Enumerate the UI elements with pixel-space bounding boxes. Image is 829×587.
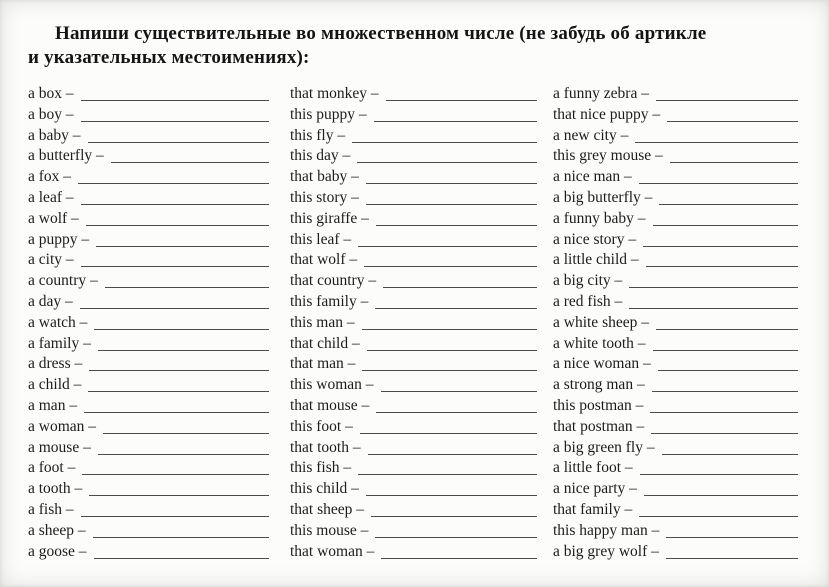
item-label: this fly –: [290, 126, 346, 144]
worksheet-row: [553, 479, 798, 500]
worksheet-row: [553, 334, 798, 355]
answer-blank-line: [375, 308, 537, 309]
answer-blank-line: [383, 287, 537, 288]
answer-blank-line: [88, 391, 269, 392]
worksheet-row: [290, 479, 537, 500]
item-label: a puppy –: [28, 230, 90, 248]
worksheet-row: [28, 354, 269, 375]
worksheet-row: [28, 188, 269, 209]
answer-blank-line: [103, 433, 269, 434]
item-label: this grey mouse –: [553, 147, 663, 165]
answer-blank-line: [105, 287, 269, 288]
answer-blank-line: [364, 266, 537, 267]
worksheet-row: [28, 375, 269, 396]
worksheet-row: [553, 126, 798, 147]
worksheet-row: [553, 271, 798, 292]
worksheet-row: [553, 146, 798, 167]
item-label: this family –: [290, 292, 369, 310]
worksheet-row: [290, 417, 537, 438]
answer-blank-line: [98, 350, 269, 351]
answer-blank-line: [94, 329, 269, 330]
worksheet-row: [553, 84, 798, 105]
item-label: this giraffe –: [290, 209, 369, 227]
item-label: a country –: [28, 272, 98, 290]
item-label: a woman –: [28, 417, 97, 435]
item-label: that nice puppy –: [553, 105, 661, 123]
answer-blank-line: [381, 391, 537, 392]
item-label: a mouse –: [28, 438, 91, 456]
answer-blank-line: [376, 225, 537, 226]
answer-blank-line: [360, 433, 537, 434]
worksheet-row: [28, 417, 269, 438]
worksheet-row: [290, 521, 537, 542]
answer-blank-line: [358, 246, 537, 247]
worksheet-row: [290, 334, 537, 355]
item-label: a strong man –: [553, 376, 645, 394]
answer-blank-line: [386, 100, 537, 101]
answer-blank-line: [362, 329, 537, 330]
answer-blank-line: [640, 474, 798, 475]
item-label: that family –: [553, 500, 633, 518]
item-label: that baby –: [290, 168, 359, 186]
worksheet-row: [553, 313, 798, 334]
item-label: that man –: [290, 355, 356, 373]
worksheet-row: [28, 500, 269, 521]
item-label: this fish –: [290, 459, 352, 477]
item-label: a leaf –: [28, 188, 74, 206]
answer-blank-line: [84, 412, 269, 413]
worksheet-row: [290, 146, 537, 167]
item-label: a foot –: [28, 459, 76, 477]
item-label: that child –: [290, 334, 360, 352]
item-label: that woman –: [290, 542, 375, 560]
worksheet-row: [290, 250, 537, 271]
worksheet-row: [290, 292, 537, 313]
answer-blank-line: [89, 370, 269, 371]
worksheet-title-line-2: и указательных местоимениях):: [28, 47, 310, 68]
item-label: a big butterfly –: [553, 188, 653, 206]
item-label: a fish –: [28, 500, 74, 518]
answer-blank-line: [376, 412, 537, 413]
worksheet-column-1: [28, 84, 269, 562]
worksheet-row: [28, 230, 269, 251]
item-label: a nice man –: [553, 168, 632, 186]
worksheet-row: [290, 209, 537, 230]
worksheet-row: [28, 250, 269, 271]
worksheet-row: [553, 230, 798, 251]
answer-blank-line: [653, 225, 798, 226]
answer-blank-line: [658, 370, 798, 371]
worksheet-row: [553, 396, 798, 417]
worksheet-row: [28, 292, 269, 313]
answer-blank-line: [81, 121, 269, 122]
worksheet-row: [290, 167, 537, 188]
item-label: a box –: [28, 85, 74, 102]
answer-blank-line: [357, 162, 537, 163]
item-label: a child –: [28, 376, 82, 394]
worksheet-row: [28, 126, 269, 147]
answer-blank-line: [82, 474, 269, 475]
worksheet-row: [28, 271, 269, 292]
item-label: a man –: [28, 396, 78, 414]
item-label: this story –: [290, 188, 359, 206]
answer-blank-line: [89, 495, 269, 496]
answer-blank-line: [667, 121, 798, 122]
worksheet-row: [290, 84, 537, 105]
worksheet-row: [553, 458, 798, 479]
answer-blank-line: [635, 142, 798, 143]
answer-blank-line: [78, 183, 269, 184]
answer-blank-line: [651, 433, 798, 434]
worksheet-row: [290, 396, 537, 417]
worksheet-row: [28, 396, 269, 417]
answer-blank-line: [81, 266, 269, 267]
worksheet-row: [553, 209, 798, 230]
item-label: a nice story –: [553, 230, 637, 248]
item-label: a new city –: [553, 126, 629, 144]
item-label: that tooth –: [290, 438, 361, 456]
answer-blank-line: [666, 558, 798, 559]
item-label: a wolf –: [28, 209, 79, 227]
answer-blank-line: [368, 454, 537, 455]
worksheet-row: [553, 292, 798, 313]
answer-blank-line: [366, 183, 537, 184]
answer-blank-line: [639, 516, 798, 517]
worksheet-row: [290, 271, 537, 292]
item-label: this man –: [290, 313, 355, 331]
worksheet-row: [28, 542, 269, 563]
answer-blank-line: [653, 350, 798, 351]
item-label: a dress –: [28, 355, 83, 373]
item-label: that wolf –: [290, 251, 358, 269]
item-label: a day –: [28, 292, 73, 310]
answer-blank-line: [659, 204, 798, 205]
item-label: this day –: [290, 147, 351, 165]
item-label: a big green fly –: [553, 438, 655, 456]
worksheet-row: [553, 375, 798, 396]
answer-blank-line: [656, 329, 798, 330]
item-label: this leaf –: [290, 230, 352, 248]
answer-blank-line: [643, 246, 798, 247]
item-label: a butterfly –: [28, 147, 104, 165]
item-label: a little foot –: [553, 459, 633, 477]
worksheet-row: [290, 126, 537, 147]
item-label: that country –: [290, 272, 377, 290]
worksheet-row: [28, 479, 269, 500]
worksheet-row: [290, 354, 537, 375]
worksheet-row: [290, 500, 537, 521]
worksheet-title: [28, 22, 806, 70]
worksheet-title-line-1: Напиши существительные во множественном числе (не забудь об артикле: [55, 23, 707, 44]
answer-blank-line: [375, 537, 537, 538]
answer-blank-line: [366, 495, 537, 496]
answer-blank-line: [111, 162, 269, 163]
worksheet-row: [28, 438, 269, 459]
answer-blank-line: [366, 204, 537, 205]
worksheet-row: [28, 521, 269, 542]
item-label: this happy man –: [553, 521, 660, 539]
worksheet-row: [290, 188, 537, 209]
worksheet-row: [553, 167, 798, 188]
worksheet-row: [553, 438, 798, 459]
answer-blank-line: [80, 308, 269, 309]
worksheet-row: [290, 313, 537, 334]
item-label: a funny baby –: [553, 209, 646, 227]
worksheet-column-3: [553, 84, 798, 562]
item-label: a nice woman –: [553, 355, 651, 373]
worksheet-row: [28, 105, 269, 126]
answer-blank-line: [93, 537, 269, 538]
worksheet-row: [553, 105, 798, 126]
item-label: a family –: [28, 334, 91, 352]
answer-blank-line: [666, 537, 798, 538]
answer-blank-line: [362, 370, 537, 371]
item-label: a sheep –: [28, 521, 86, 539]
answer-blank-line: [98, 454, 269, 455]
item-label: a city –: [28, 251, 74, 269]
item-label: this puppy –: [290, 105, 367, 123]
item-label: a little child –: [553, 251, 639, 269]
worksheet-row: [290, 230, 537, 251]
answer-blank-line: [639, 183, 798, 184]
worksheet-row: [290, 438, 537, 459]
answer-blank-line: [358, 474, 537, 475]
answer-blank-line: [88, 142, 269, 143]
answer-blank-line: [652, 391, 798, 392]
item-label: a white tooth –: [553, 334, 646, 352]
item-label: a red fish –: [553, 292, 623, 310]
item-label: a baby –: [28, 126, 81, 144]
worksheet-row: [553, 500, 798, 521]
answer-blank-line: [96, 246, 269, 247]
item-label: this postman –: [553, 396, 644, 414]
worksheet-column-2: [290, 84, 537, 562]
worksheet-row: [28, 146, 269, 167]
answer-blank-line: [352, 142, 537, 143]
item-label: this child –: [290, 480, 359, 498]
worksheet-row: [290, 458, 537, 479]
answer-blank-line: [646, 266, 798, 267]
worksheet-row: [553, 521, 798, 542]
worksheet-row: [290, 375, 537, 396]
answer-blank-line: [371, 516, 537, 517]
worksheet-row: [553, 354, 798, 375]
item-label: that monkey –: [290, 85, 379, 102]
item-label: that postman –: [553, 417, 645, 435]
item-label: that sheep –: [290, 500, 365, 518]
answer-blank-line: [374, 121, 537, 122]
item-label: a tooth –: [28, 480, 83, 498]
item-label: this foot –: [290, 417, 353, 435]
item-label: a big grey wolf –: [553, 542, 659, 560]
item-label: a big city –: [553, 272, 623, 290]
worksheet-row: [290, 542, 537, 563]
item-label: a white sheep –: [553, 313, 649, 331]
item-label: a watch –: [28, 313, 88, 331]
answer-blank-line: [670, 162, 798, 163]
item-label: this mouse –: [290, 521, 369, 539]
worksheet-row: [28, 313, 269, 334]
worksheet-row: [290, 105, 537, 126]
item-label: a boy –: [28, 105, 74, 123]
item-label: a fox –: [28, 168, 72, 186]
answer-blank-line: [629, 287, 798, 288]
answer-blank-line: [381, 558, 537, 559]
item-label: that mouse –: [290, 396, 370, 414]
answer-blank-line: [644, 495, 798, 496]
answer-blank-line: [81, 100, 269, 101]
worksheet-row: [28, 209, 269, 230]
answer-blank-line: [94, 558, 269, 559]
worksheet-row: [553, 542, 798, 563]
item-label: a goose –: [28, 542, 87, 560]
worksheet-row: [553, 417, 798, 438]
answer-blank-line: [86, 225, 269, 226]
worksheet-row: [553, 188, 798, 209]
answer-blank-line: [367, 350, 537, 351]
answer-blank-line: [662, 454, 798, 455]
worksheet-row: [28, 84, 269, 105]
worksheet-row: [28, 334, 269, 355]
item-label: a funny zebra –: [553, 85, 649, 102]
item-label: a nice party –: [553, 480, 637, 498]
answer-blank-line: [81, 204, 269, 205]
answer-blank-line: [629, 308, 798, 309]
item-label: this woman –: [290, 376, 374, 394]
worksheet-row: [28, 458, 269, 479]
answer-blank-line: [656, 100, 798, 101]
worksheet-row: [553, 250, 798, 271]
answer-blank-line: [81, 516, 269, 517]
answer-blank-line: [650, 412, 798, 413]
worksheet-row: [28, 167, 269, 188]
